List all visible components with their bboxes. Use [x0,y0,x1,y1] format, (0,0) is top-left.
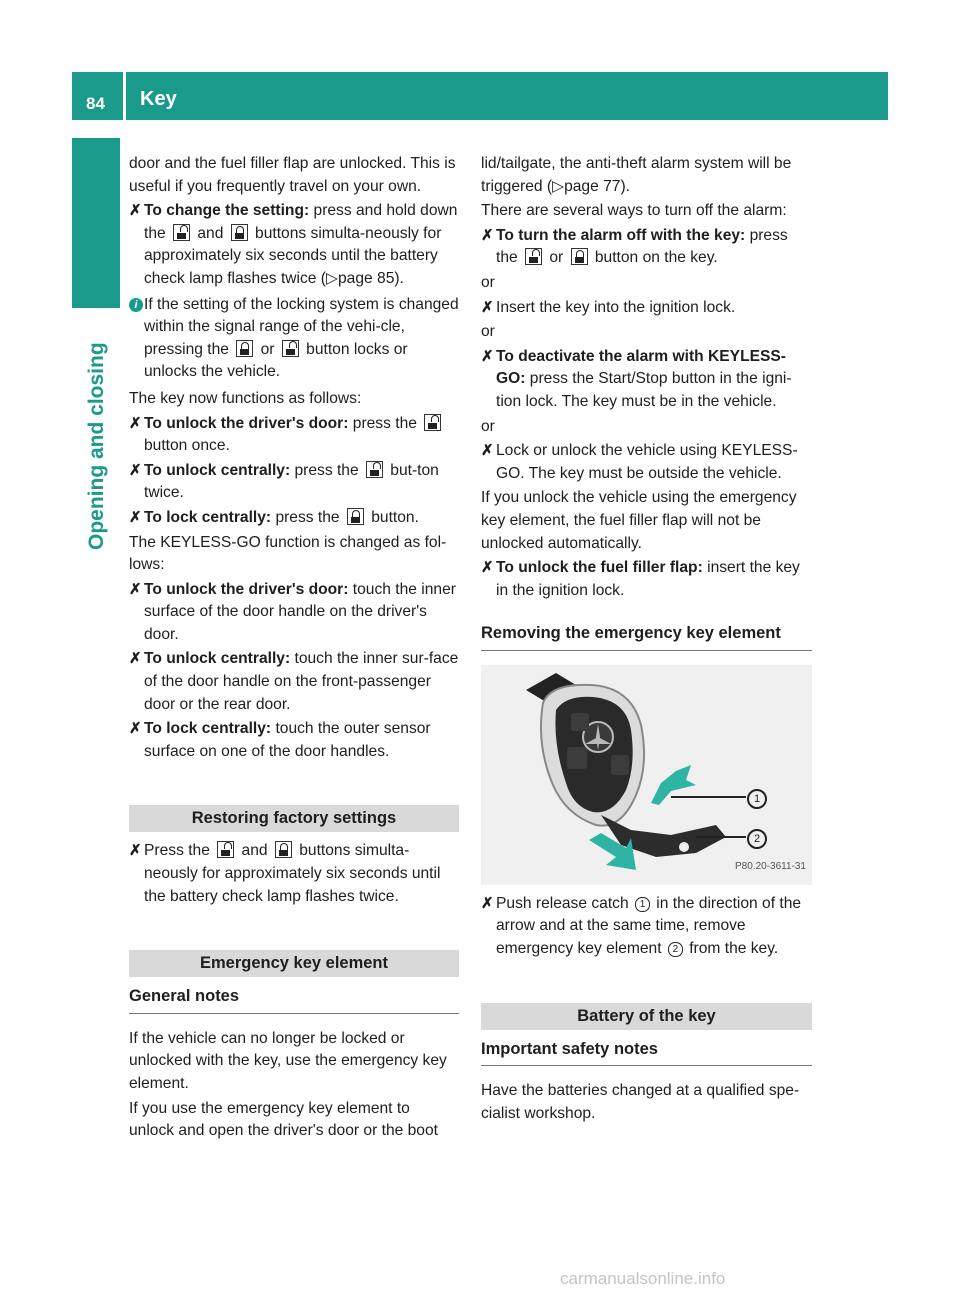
instruction-keyless-lock-central: ✗ To lock centrally: touch the outer sensor surface on one of the door handles. [129,720,431,760]
callout-1: 1 [747,789,767,809]
lock-icon [231,224,248,241]
unlock-icon [525,248,542,265]
instruction-fuel-flap: ✗ To unlock the fuel filler flap: insert the key in the ignition lock. [481,559,800,599]
arrow-icon: ✗ [481,559,494,577]
right-column [481,153,812,1127]
battery-heading: Battery of the key [481,1003,812,1030]
left-column [129,153,459,1145]
arrow-icon: ✗ [129,414,142,432]
alarm-ways-text: There are several ways to turn off the alarm: [481,202,787,220]
unlock-icon [424,414,441,431]
arrow-icon: ✗ [129,202,142,220]
unlock-icon [173,224,190,241]
info-icon: i [129,298,143,312]
general-paragraph-2: If you use the emergency key element to unlock and open the driver's door or the boot [129,1099,438,1140]
fuel-flap-text: If you unlock the vehicle using the emergency key element, the fuel filler flap will not be unlocked automatically. [481,489,797,552]
instruction-keyless-unlock-driver: ✗ To unlock the driver's door: touch the inner surface of the door handle on the driver's door. [129,580,456,643]
callout-2: 2 [747,829,767,849]
lock-icon [571,248,588,265]
lock-icon [347,508,364,525]
instruction-lock-central: ✗ To lock centrally: press the button. [129,507,459,530]
lock-icon [275,841,292,858]
arrow-icon: ✗ [481,442,494,460]
instruction-alarm-key: ✗ To turn the alarm off with the key: press the or button on the key. [481,226,788,267]
section-label: Opening and closing [85,342,108,550]
instruction-unlock-central: ✗ To unlock centrally: press the but-ton twice. [129,461,439,502]
general-paragraph-1: If the vehicle can no longer be locked or unlocked with the key, use the emergency key element. [129,1029,447,1092]
lock-icon [236,340,253,357]
callout-2: 2 [668,942,683,957]
key-functions-text: The key now functions as follows: [129,389,362,407]
arrow-icon: ✗ [481,894,494,912]
arrow-icon: ✗ [129,580,142,598]
key-figure [481,665,812,885]
instruction-restore: ✗ Press the and buttons simulta-neously for approximately six seconds until the battery check lamp flashes twice. [129,842,441,905]
unlock-icon [217,841,234,858]
instruction-insert-key: ✗ Insert the key into the ignition lock. [481,297,812,320]
key-illustration [481,665,812,885]
figure-code: P80.20-3611-31 [735,861,806,873]
arrow-icon: ✗ [129,508,142,526]
arrow-icon: ✗ [129,842,142,860]
unlock-icon [366,461,383,478]
or-text: or [481,417,495,435]
instruction-label: To change the setting: [144,202,310,220]
or-text: or [481,273,495,291]
instruction-unlock-driver: ✗ To unlock the driver's door: press the button once. [129,413,459,458]
side-tab [72,138,120,308]
page-ref-icon: ▷ [552,177,565,195]
removing-heading: Removing the emergency key element [481,622,812,651]
page-title: Key [140,88,177,110]
arrow-icon: ✗ [129,650,142,668]
page-ref[interactable]: page 85). [338,269,404,287]
instruction-keyless-unlock-central: ✗ To unlock centrally: touch the inner sur-face of the door handle on the front-passenger door or the rear door. [129,650,459,713]
instruction-deactivate-keyless: ✗ To deactivate the alarm with KEYLESS-GO: press the Start/Stop button in the igni-tion lock. The key must be in the vehicle. [481,347,792,410]
arrow-icon: ✗ [129,720,142,738]
general-notes-heading: General notes [129,985,459,1014]
header-divider [123,72,126,120]
arrow-icon: ✗ [481,226,494,244]
unlock-icon [282,340,299,357]
instruction-push-release: ✗ Push release catch 1 in the direction of the arrow and at the same time, remove emergency key element 2 from the key. [481,894,802,958]
keyless-intro: The KEYLESS-GO function is changed as fol-lows: [129,533,447,574]
info-note: i If the setting of the locking system is changed within the signal range of the vehi-cle, pressing the or button locks or unlocks the vehicle. [129,294,459,384]
instruction-keyless-lock: ✗ Lock or unlock the vehicle using KEYLESS-GO. The key must be outside the vehicle. [481,442,798,482]
arrow-icon: ✗ [129,461,142,479]
restore-heading: Restoring factory settings [129,805,459,832]
arrow-icon: ✗ [481,347,494,365]
page-ref-icon: ▷ [326,269,338,287]
page-ref[interactable]: page 77). [564,177,630,195]
emergency-heading: Emergency key element [129,950,459,977]
watermark: carmanualsonline.info [560,1269,726,1288]
callout-1: 1 [635,897,650,912]
page-number: 84 [86,94,105,113]
safety-notes-heading: Important safety notes [481,1038,812,1067]
battery-paragraph: Have the batteries changed at a qualified spe-cialist workshop. [481,1082,800,1122]
instruction-change-setting: ✗ To change the setting: press and hold down the and buttons simulta-neously for approximately six seconds until the battery check lamp flashes twice (▷page 85). [129,202,458,287]
arrow-icon: ✗ [481,298,494,316]
alarm-trigger-text: lid/tailgate, the anti-theft alarm system will be triggered (▷page 77). [481,155,792,195]
intro-text: door and the fuel filler flap are unlocked. This is useful if you frequently travel on your own. [129,155,456,195]
or-text: or [481,323,495,341]
header-bar [72,72,888,120]
